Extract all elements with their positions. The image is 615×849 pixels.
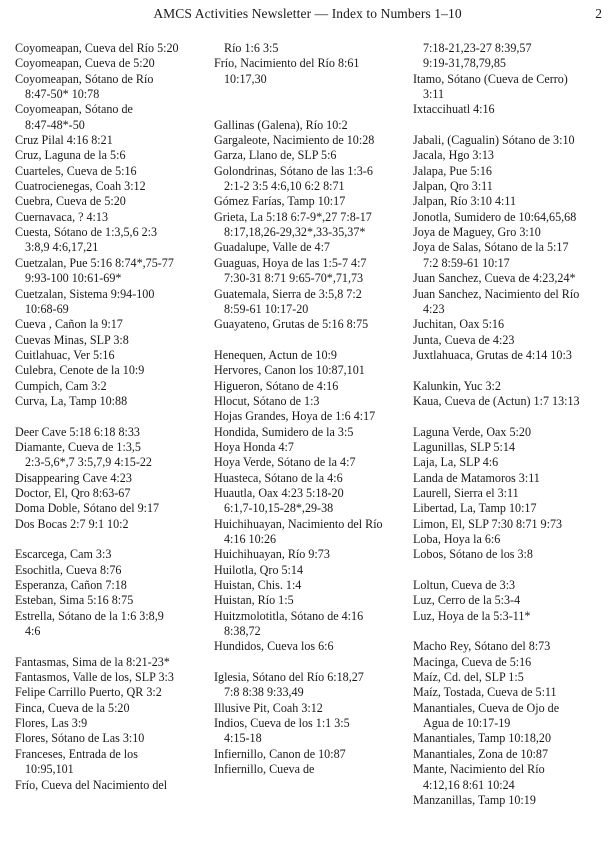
index-entry-continuation: 3:11 bbox=[423, 87, 445, 102]
index-entry-text: Loba, Hoya la 6:6 bbox=[413, 532, 501, 546]
index-entry bbox=[214, 639, 409, 654]
index-entry-text: Culebra, Cenote de la 10:9 bbox=[15, 363, 145, 378]
index-entry bbox=[15, 194, 210, 209]
section-gap bbox=[413, 563, 611, 578]
index-entry bbox=[15, 716, 210, 731]
index-entry bbox=[413, 240, 611, 271]
index-entry-text: Jabali, (Cagualin) Sótano de 3:10 bbox=[413, 133, 575, 148]
index-entry bbox=[15, 655, 210, 670]
index-entry bbox=[413, 379, 611, 394]
index-entry-text: Cumpich, Cam 3:2 bbox=[15, 378, 107, 393]
index-entry bbox=[15, 563, 210, 578]
index-entry bbox=[15, 333, 210, 348]
index-entry bbox=[214, 547, 409, 562]
index-entry bbox=[15, 225, 210, 256]
index-entry bbox=[413, 440, 611, 455]
index-entry-continuation: 4:16 10:26 bbox=[224, 532, 277, 546]
index-entry-text: Itamo, Sótano (Cueva de Cerro) bbox=[413, 71, 568, 86]
index-column-2 bbox=[214, 41, 409, 778]
index-entry bbox=[214, 194, 409, 209]
index-entry bbox=[15, 701, 210, 716]
index-entry-text: Guadalupe, Valle de 4:7 bbox=[214, 240, 330, 255]
index-entry-text: Cuetzalan, Sistema 9:94-100 bbox=[15, 286, 155, 301]
index-entry bbox=[214, 425, 409, 440]
index-entry-continuation: 4:6 bbox=[25, 624, 41, 639]
index-entry bbox=[413, 210, 611, 225]
index-entry bbox=[413, 425, 611, 440]
index-entry-text: Finca, Cueva de la 5:20 bbox=[15, 700, 130, 715]
index-entry bbox=[214, 455, 409, 470]
index-entry bbox=[214, 701, 409, 716]
index-entry-text: Macho Rey, Sótano del 8:73 bbox=[413, 639, 551, 654]
index-entry bbox=[214, 348, 409, 363]
index-entry-continuation: 10:68-69 bbox=[25, 301, 69, 316]
index-entry-continuation: 8:47-50* 10:78 bbox=[25, 87, 100, 102]
index-entry-text: Fantasmas, Sima de la 8:21-23* bbox=[15, 654, 170, 669]
index-entry-text: Esperanza, Cañon 7:18 bbox=[15, 578, 127, 593]
index-entry bbox=[214, 517, 409, 548]
index-entry bbox=[214, 363, 409, 378]
index-entry-text: Hervores, Canon los 10:87,101 bbox=[214, 363, 365, 378]
index-entry-text: Cuetzalan, Pue 5:16 8:74*,75-77 bbox=[15, 255, 174, 270]
index-entry bbox=[214, 210, 409, 241]
index-entry-text: Coyomeapan, Cueva de 5:20 bbox=[15, 56, 155, 71]
index-entry-text: Guayateno, Grutas de 5:16 8:75 bbox=[214, 317, 369, 332]
index-entry bbox=[15, 670, 210, 685]
index-entry-text: Manzanillas, Tamp 10:19 bbox=[413, 792, 536, 807]
index-entry-text: Hondida, Sumidero de la 3:5 bbox=[214, 424, 354, 439]
index-entry bbox=[413, 194, 611, 209]
index-entry-text: Grieta, La 5:18 6:7-9*,27 7:8-17 bbox=[214, 209, 372, 224]
index-entry bbox=[413, 72, 611, 103]
index-entry bbox=[413, 701, 611, 732]
index-entry-text: Cuebra, Cueva de 5:20 bbox=[15, 194, 126, 209]
index-entry-text: Cuitlahuac, Ver 5:16 bbox=[15, 347, 115, 362]
index-entry-text: Doma Doble, Sótano del 9:17 bbox=[15, 501, 160, 516]
index-entry-continuation: 8:47-48*-50 bbox=[25, 117, 85, 132]
index-entry bbox=[15, 256, 210, 287]
index-entry-text: Libertad, La, Tamp 10:17 bbox=[413, 501, 537, 516]
index-entry bbox=[214, 133, 409, 148]
index-entry-text: Flores, Sótano de Las 3:10 bbox=[15, 731, 145, 746]
index-entry-text: Frío, Nacimiento del Río 8:61 bbox=[214, 56, 360, 71]
index-entry-text: Infiernillo, Cueva de bbox=[214, 762, 315, 777]
index-entry-text: Huistan, Chis. 1:4 bbox=[214, 578, 302, 593]
index-entry-continuation: 8:17,18,26-29,32*,33-35,37* bbox=[224, 225, 366, 240]
index-entry-text: Iglesia, Sótano del Río 6:18,27 bbox=[214, 670, 364, 685]
index-entry-text: Luz, Cerro de la 5:3-4 bbox=[413, 593, 521, 608]
index-entry-text: Diamante, Cueva de 1:3,5 bbox=[15, 439, 141, 454]
index-entry bbox=[413, 532, 611, 547]
index-entry bbox=[15, 317, 210, 332]
index-entry-text: Cuernavaca, ? 4:13 bbox=[15, 209, 109, 224]
index-entry bbox=[413, 333, 611, 348]
index-entry-text: Guaguas, Hoya de las 1:5-7 4:7 bbox=[214, 255, 367, 270]
index-entry bbox=[214, 486, 409, 517]
index-entry bbox=[214, 609, 409, 640]
index-entry-text: Hlocut, Sótano de 1:3 bbox=[214, 393, 320, 408]
index-entry bbox=[15, 731, 210, 746]
index-entry-text: Ixtaccihuatl 4:16 bbox=[413, 102, 495, 117]
index-column-3 bbox=[413, 41, 611, 808]
index-entry bbox=[15, 363, 210, 378]
section-gap bbox=[413, 409, 611, 424]
index-entry bbox=[15, 486, 210, 501]
index-entry-continuation: 8:59-61 10:17-20 bbox=[224, 301, 309, 316]
index-entry bbox=[15, 471, 210, 486]
index-entry bbox=[413, 593, 611, 608]
index-entry-continuation: 3:8,9 4:6,17,21 bbox=[25, 240, 99, 255]
index-entry-text: Fantasmos, Valle de los, SLP 3:3 bbox=[15, 670, 174, 685]
index-entry bbox=[214, 394, 409, 409]
index-entry bbox=[15, 179, 210, 194]
index-entry bbox=[413, 655, 611, 670]
index-entry bbox=[214, 287, 409, 318]
section-gap bbox=[214, 333, 409, 348]
index-entry-text: Coyomeapan, Cueva del Río 5:20 bbox=[15, 41, 179, 55]
index-entry-continuation: 4:23 bbox=[423, 301, 445, 316]
index-entry bbox=[214, 118, 409, 133]
page-header bbox=[0, 6, 615, 26]
index-entry bbox=[413, 471, 611, 486]
index-entry bbox=[413, 148, 611, 163]
index-entry-text: Lagunillas, SLP 5:14 bbox=[413, 439, 516, 454]
index-entry bbox=[214, 593, 409, 608]
index-entry-text: Curva, La, Tamp 10:88 bbox=[15, 393, 128, 408]
index-entry bbox=[214, 240, 409, 255]
index-entry bbox=[413, 56, 611, 71]
index-entry bbox=[214, 41, 409, 56]
index-entry-text: Golondrinas, Sótano de las 1:3-6 bbox=[214, 163, 373, 178]
index-entry-text: Lobos, Sótano de los 3:8 bbox=[413, 547, 533, 562]
index-entry-text: Laguna Verde, Oax 5:20 bbox=[413, 424, 531, 439]
index-entry-text: Maíz, Tostada, Cueva de 5:11 bbox=[413, 685, 557, 700]
index-entry-text: Flores, Las 3:9 bbox=[15, 716, 88, 731]
index-entry-text: Coyomeapan, Sótano de Río bbox=[15, 71, 154, 86]
index-entry-text: Indios, Cueva de los 1:1 3:5 bbox=[214, 716, 350, 731]
index-entry bbox=[15, 501, 210, 516]
index-entry-text: Laurell, Sierra el 3:11 bbox=[413, 485, 519, 500]
index-entry-text: Macinga, Cueva de 5:16 bbox=[413, 654, 532, 669]
index-entry-text: Frío, Cueva del Nacimiento del bbox=[15, 777, 168, 792]
section-gap bbox=[214, 102, 409, 117]
index-entry-text: Luz, Hoya de la 5:3-11* bbox=[413, 608, 531, 623]
index-entry bbox=[15, 164, 210, 179]
index-entry-text: Landa de Matamoros 3:11 bbox=[413, 470, 540, 485]
index-entry-continuation: 4:12,16 8:61 10:24 bbox=[423, 777, 515, 792]
index-entry-text: Hojas Grandes, Hoya de 1:6 4:17 bbox=[214, 409, 376, 424]
index-entry-text: Huichihuayan, Nacimiento del Río bbox=[214, 516, 383, 531]
index-entry-continuation: 7:2 8:59-61 10:17 bbox=[423, 255, 510, 270]
index-entry bbox=[214, 256, 409, 287]
index-entry-text: Juxtlahuaca, Grutas de 4:14 10:3 bbox=[413, 347, 572, 362]
index-entry-text: Mante, Nacimiento del Río bbox=[413, 762, 545, 777]
index-entry-continuation: 4:15-18 bbox=[224, 731, 262, 746]
index-entry bbox=[214, 716, 409, 747]
section-gap bbox=[413, 118, 611, 133]
section-gap bbox=[214, 655, 409, 670]
index-entry bbox=[15, 578, 210, 593]
index-entry-text: Huasteca, Sótano de la 4:6 bbox=[214, 470, 343, 485]
index-entry bbox=[15, 379, 210, 394]
index-entry-text: Escarcega, Cam 3:3 bbox=[15, 547, 112, 562]
index-entry-text: Henequen, Actun de 10:9 bbox=[214, 347, 337, 362]
index-entry bbox=[214, 409, 409, 424]
index-entry-text: Gallinas (Galena), Río 10:2 bbox=[214, 117, 348, 132]
index-entry-text: Jacala, Hgo 3:13 bbox=[413, 148, 494, 163]
index-entry-text: Joya de Salas, Sótano de la 5:17 bbox=[413, 240, 569, 255]
index-entry bbox=[15, 348, 210, 363]
index-entry bbox=[15, 394, 210, 409]
index-entry-text: Maíz, Cd. del, SLP 1:5 bbox=[413, 670, 524, 685]
index-entry bbox=[413, 793, 611, 808]
index-entry bbox=[15, 685, 210, 700]
index-entry bbox=[15, 593, 210, 608]
index-entry bbox=[413, 287, 611, 318]
index-entry bbox=[15, 56, 210, 71]
index-entry-text: Junta, Cueva de 4:23 bbox=[413, 332, 515, 347]
index-entry-continuation: 2:3-5,6*,7 3:5,7,9 4:15-22 bbox=[25, 455, 152, 470]
index-entry-text: Gargaleote, Nacimiento de 10:28 bbox=[214, 133, 375, 148]
index-entry bbox=[413, 501, 611, 516]
section-gap bbox=[15, 532, 210, 547]
index-entry-text: Cuesta, Sótano de 1:3,5,6 2:3 bbox=[15, 225, 158, 240]
index-entry bbox=[15, 609, 210, 640]
index-entry-text: Hundidos, Cueva los 6:6 bbox=[214, 639, 334, 654]
index-entry bbox=[413, 271, 611, 286]
index-entry-text: Infiernillo, Canon de 10:87 bbox=[214, 746, 346, 761]
index-entry-text: Kaua, Cueva de (Actun) 1:7 13:13 bbox=[413, 393, 580, 408]
index-entry bbox=[214, 471, 409, 486]
index-entry bbox=[413, 225, 611, 240]
index-entry-text: Hoya Honda 4:7 bbox=[214, 439, 294, 454]
index-entry-text: Manantiales, Cueva de Ojo de bbox=[413, 700, 560, 715]
index-entry bbox=[15, 72, 210, 103]
index-entry-continuation: 9:93-100 10:61-69* bbox=[25, 271, 122, 286]
index-entry-text: Cueva , Cañon la 9:17 bbox=[15, 317, 123, 332]
index-entry-text: Illusive Pit, Coah 3:12 bbox=[214, 700, 323, 715]
index-entry-text: Felipe Carrillo Puerto, QR 3:2 bbox=[15, 685, 162, 700]
index-entry bbox=[214, 56, 409, 87]
index-entry-text: Garza, Llano de, SLP 5:6 bbox=[214, 148, 337, 163]
index-entry-text: Loltun, Cueva de 3:3 bbox=[413, 578, 516, 593]
index-entry bbox=[15, 41, 210, 56]
section-gap bbox=[413, 624, 611, 639]
index-entry bbox=[413, 547, 611, 562]
index-entry bbox=[413, 762, 611, 793]
index-entry-text: Cuarteles, Cueva de 5:16 bbox=[15, 163, 137, 178]
index-entry-text: Huilotla, Qro 5:14 bbox=[214, 562, 304, 577]
index-entry bbox=[413, 731, 611, 746]
index-entry-continuation: 8:38,72 bbox=[224, 624, 261, 639]
index-entry bbox=[413, 179, 611, 194]
section-gap bbox=[15, 409, 210, 424]
section-gap bbox=[214, 87, 409, 102]
index-entry-continuation: 10:17,30 bbox=[224, 71, 267, 86]
index-entry-text: Huistan, Río 1:5 bbox=[214, 593, 294, 608]
index-entry bbox=[214, 578, 409, 593]
index-entry bbox=[15, 517, 210, 532]
index-entry bbox=[214, 164, 409, 195]
index-entry-text: Limon, El, SLP 7:30 8:71 9:73 bbox=[413, 516, 563, 531]
index-entry-text: Manantiales, Tamp 10:18,20 bbox=[413, 731, 551, 746]
section-gap bbox=[15, 639, 210, 654]
index-entry-text: 7:18-21,23-27 8:39,57 bbox=[423, 41, 532, 55]
index-entry-text: Jalpan, Río 3:10 4:11 bbox=[413, 194, 517, 209]
index-entry-text: Cuatrocienegas, Coah 3:12 bbox=[15, 179, 146, 194]
section-gap bbox=[413, 363, 611, 378]
index-entry-text: Huichihuayan, Río 9:73 bbox=[214, 547, 330, 562]
newsletter-title: AMCS Activities Newsletter — Index to Numbers 1–10 bbox=[153, 6, 462, 21]
index-entry-continuation: 2:1-2 3:5 4:6,10 6:2 8:71 bbox=[224, 179, 345, 194]
index-entry bbox=[214, 317, 409, 332]
index-entry bbox=[413, 747, 611, 762]
index-entry bbox=[413, 133, 611, 148]
index-entry bbox=[214, 747, 409, 762]
index-entry bbox=[214, 762, 409, 777]
index-entry-text: Doctor, El, Qro 8:63-67 bbox=[15, 485, 131, 500]
index-entry-continuation: 10:95,101 bbox=[25, 762, 74, 777]
index-entry-text: Huitzmolotitla, Sótano de 4:16 bbox=[214, 608, 364, 623]
index-entry bbox=[413, 517, 611, 532]
index-entry-text: Disappearing Cave 4:23 bbox=[15, 470, 132, 485]
index-entry-text: Cruz Pilal 4:16 8:21 bbox=[15, 133, 113, 148]
index-entry bbox=[413, 348, 611, 363]
index-entry-text: Gómez Farías, Tamp 10:17 bbox=[214, 194, 346, 209]
index-entry-text: Juchitan, Oax 5:16 bbox=[413, 317, 505, 332]
index-entry bbox=[413, 578, 611, 593]
index-entry bbox=[15, 547, 210, 562]
index-entry-text: Higueron, Sótano de 4:16 bbox=[214, 378, 339, 393]
index-entry-text: Esochitla, Cueva 8:76 bbox=[15, 562, 122, 577]
index-entry bbox=[413, 455, 611, 470]
index-entry bbox=[413, 394, 611, 409]
index-entry bbox=[15, 287, 210, 318]
index-entry-text: Esteban, Sima 5:16 8:75 bbox=[15, 593, 134, 608]
index-entry-text: Jalpan, Qro 3:11 bbox=[413, 179, 493, 194]
index-entry-text: Franceses, Entrada de los bbox=[15, 746, 138, 761]
index-entry-text: Jalapa, Pue 5:16 bbox=[413, 163, 492, 178]
index-entry-text: Joya de Maguey, Gro 3:10 bbox=[413, 225, 541, 240]
index-entry-text: Huautla, Oax 4:23 5:18-20 bbox=[214, 485, 344, 500]
index-entry-text: Dos Bocas 2:7 9:1 10:2 bbox=[15, 516, 129, 531]
index-entry-text: Guatemala, Sierra de 3:5,8 7:2 bbox=[214, 286, 362, 301]
index-entry bbox=[413, 41, 611, 56]
index-entry-text: Juan Sanchez, Nacimiento del Río bbox=[413, 286, 580, 301]
index-entry bbox=[214, 440, 409, 455]
index-entry-text: Laja, La, SLP 4:6 bbox=[413, 455, 499, 470]
index-entry bbox=[15, 425, 210, 440]
index-entry-continuation: 6:1,7-10,15-28*,29-38 bbox=[224, 501, 334, 516]
index-entry-text: Kalunkin, Yuc 3:2 bbox=[413, 378, 501, 393]
index-entry-text: 9:19-31,78,79,85 bbox=[423, 56, 506, 71]
index-entry-text: Río 1:6 3:5 bbox=[224, 41, 279, 55]
index-entry bbox=[15, 210, 210, 225]
index-entry bbox=[15, 102, 210, 133]
page-number: 2 bbox=[595, 6, 602, 21]
index-entry bbox=[413, 102, 611, 117]
index-entry-text: Coyomeapan, Sótano de bbox=[15, 102, 133, 117]
index-entry bbox=[413, 670, 611, 685]
index-entry-continuation: 7:8 8:38 9:33,49 bbox=[224, 685, 304, 700]
index-entry bbox=[15, 778, 210, 793]
index-entry-continuation: Agua de 10:17-19 bbox=[423, 716, 511, 731]
index-entry bbox=[15, 747, 210, 778]
index-entry-text: Estrella, Sótano de la 1:6 3:8,9 bbox=[15, 608, 164, 623]
index-entry bbox=[214, 563, 409, 578]
index-entry bbox=[413, 639, 611, 654]
index-entry bbox=[214, 670, 409, 701]
index-entry bbox=[413, 486, 611, 501]
index-entry bbox=[413, 609, 611, 624]
index-entry bbox=[15, 148, 210, 163]
index-entry bbox=[214, 148, 409, 163]
index-entry bbox=[413, 317, 611, 332]
index-entry-text: Juan Sanchez, Cueva de 4:23,24* bbox=[413, 271, 576, 286]
index-entry bbox=[15, 133, 210, 148]
index-entry-text: Manantiales, Zona de 10:87 bbox=[413, 746, 549, 761]
index-entry-continuation: 7:30-31 8:71 9:65-70*,71,73 bbox=[224, 271, 364, 286]
index-entry-text: Cuevas Minas, SLP 3:8 bbox=[15, 332, 129, 347]
index-entry-text: Deer Cave 5:18 6:18 8:33 bbox=[15, 424, 140, 439]
index-entry-text: Cruz, Laguna de la 5:6 bbox=[15, 148, 126, 163]
index-entry bbox=[15, 440, 210, 471]
index-entry bbox=[214, 379, 409, 394]
index-entry bbox=[413, 164, 611, 179]
index-entry bbox=[413, 685, 611, 700]
index-column-1 bbox=[15, 41, 210, 793]
index-entry-text: Jonotla, Sumidero de 10:64,65,68 bbox=[413, 209, 577, 224]
index-entry-text: Hoya Verde, Sótano de la 4:7 bbox=[214, 455, 356, 470]
